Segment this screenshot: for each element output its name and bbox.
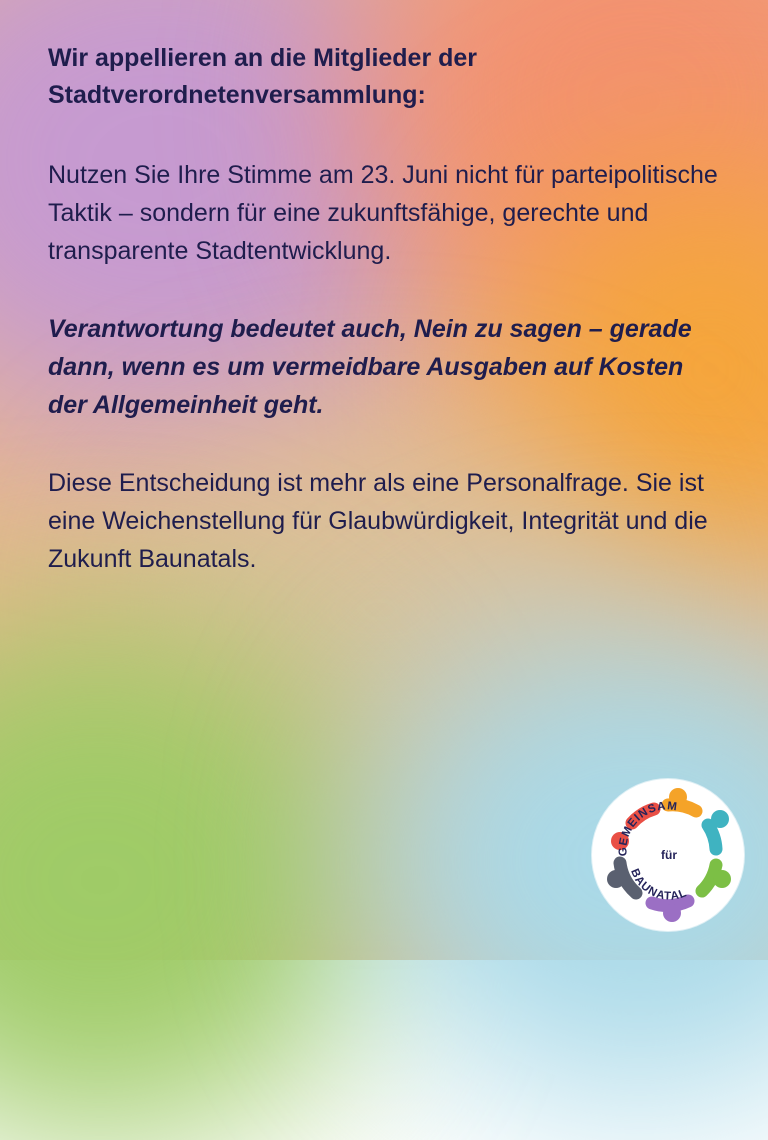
logo-top-text: GEMEINSAM: [617, 800, 679, 857]
logo-middle-text: für: [661, 848, 677, 862]
appeal-text-block: [48, 40, 728, 578]
appeal-emphasis: Verantwortung bedeutet auch, Nein zu sagen – gerade dann, wenn es um vermeidbare Ausgaben auf Kosten der Allgemeinheit geht.: [48, 315, 692, 419]
logo-bottom-text: BAUNATAL: [628, 867, 689, 903]
appeal-paragraph-decision: Diese Entscheidung ist mehr als eine Personalfrage. Sie ist eine Weichenstellung für Glaubwürdigkeit, Integrität und die Zukunft Baunatals.: [48, 469, 708, 573]
gemeinsam-fuer-baunatal-logo: [592, 779, 744, 931]
appeal-paragraph-vote: Nutzen Sie Ihre Stimme am 23. Juni nicht für parteipolitische Taktik – sondern für eine zukunftsfähige, gerechte und transparente Stadtentwicklung.: [48, 161, 718, 265]
logo-emblem-icon: [592, 779, 744, 931]
logo-figure-teal: [708, 825, 716, 849]
appeal-heading: Wir appellieren an die Mitglieder der Stadtverordnetenversammlung:: [48, 44, 478, 109]
